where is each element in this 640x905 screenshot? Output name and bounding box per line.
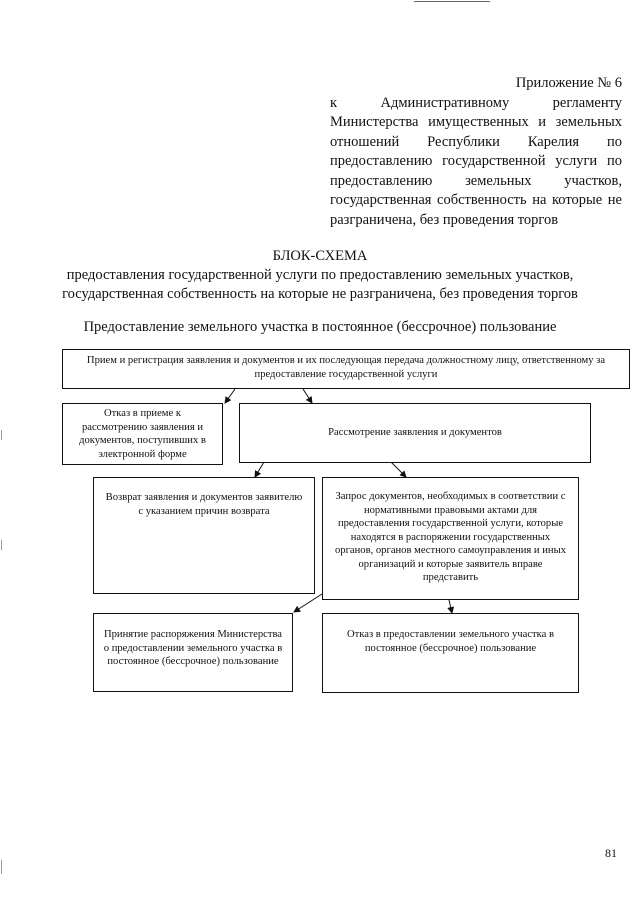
refusal-reception-text: Отказ в приеме к рассмотрению заявления и документов, поступивших в электронной форме xyxy=(79,408,206,460)
appendix-body: к Административному регламенту Министерства имущественных и земельных отношений Республики Карелия по предоставлению государственной услуги по предоставлению земельных участков, государственная собственность на которые не разграничена, без проведения торгов xyxy=(330,94,622,228)
return-box xyxy=(93,477,315,594)
review-box xyxy=(239,403,591,463)
margin-mark xyxy=(1,430,2,440)
request-text: Запрос документов, необходимых в соответствии с нормативными правовыми актами для предоставления государственной услуги, которые находятся в распоряжении государственных органов, органов местного самоуправления и иных организаций и которые заявитель вправе представить xyxy=(334,491,567,583)
decision-box xyxy=(93,613,293,692)
scheme-heading: БЛОК-СХЕМА xyxy=(272,248,368,264)
arrow-to-review xyxy=(303,389,312,403)
return-text: Возврат заявления и документов заявителю с указанием причин возврата xyxy=(105,492,303,517)
arrow-to-refusal-reception xyxy=(225,389,235,403)
section-title: Предоставление земельного участка в постоянное (бессрочное) пользование xyxy=(83,319,557,335)
arrow-to-request xyxy=(391,462,406,477)
page-number: 81 xyxy=(605,846,617,860)
refusal-provision-box xyxy=(322,613,579,693)
reception-text: Прием и регистрация заявления и документов и их последующая передача должностному лицу, ответственному за предоставление государственной услуги xyxy=(86,355,606,380)
refusal-provision-text: Отказ в предоставлении земельного участка в постоянное (бессрочное) пользование xyxy=(346,629,554,654)
arrow-to-return xyxy=(255,462,264,477)
margin-mark xyxy=(1,540,2,550)
reception-box xyxy=(62,349,630,389)
margin-mark xyxy=(1,860,2,874)
arrow-to-decision xyxy=(294,594,322,612)
scheme-subtitle-line2: государственная собственность на которые не разграничена, без проведения торгов xyxy=(62,286,578,302)
appendix-block xyxy=(330,74,622,230)
refusal-reception-box xyxy=(62,403,223,465)
review-text: Рассмотрение заявления и документов xyxy=(328,427,502,439)
request-box xyxy=(322,477,579,600)
appendix-title: Приложение № 6 xyxy=(515,75,622,91)
top-rule xyxy=(414,1,490,2)
scheme-subtitle-line1: предоставления государственной услуги по предоставлению земельных участков, xyxy=(66,267,574,283)
arrow-to-refusal-provision xyxy=(449,600,452,613)
decision-text: Принятие распоряжения Министерства о предоставлении земельного участка в постоянное (бессрочное) пользование xyxy=(103,629,283,667)
